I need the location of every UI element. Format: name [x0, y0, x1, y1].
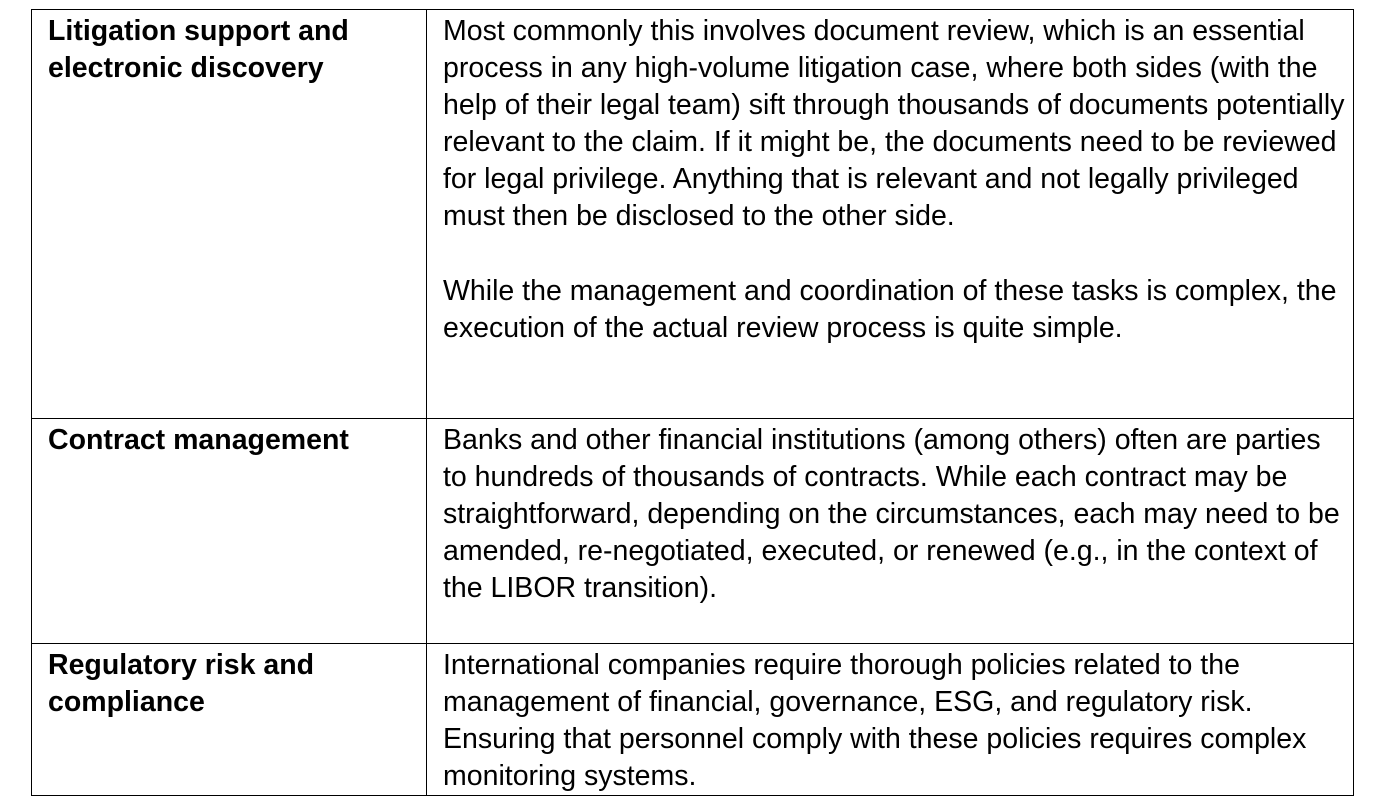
use-case-table	[31, 9, 1354, 796]
row-description-cell	[427, 10, 1354, 419]
row-description-paragraph: Banks and other financial institutions (among others) often are parties to hundreds of thousands of contracts. While each contract may be straightforward, depending on the circumstances, each may need to be amended, re-negotiated, executed, or renewed (e.g., in the context of the LIBOR transition).	[443, 424, 1340, 604]
row-label-cell	[32, 419, 427, 644]
row-label: Regulatory risk and compliance	[48, 649, 315, 718]
table-row	[32, 644, 1354, 796]
row-description-cell	[427, 644, 1354, 796]
row-label: Litigation support and electronic discovery	[48, 15, 349, 84]
row-description-paragraph: Most commonly this involves document review, which is an essential process in any high-volume litigation case, where both sides (with the help of their legal team) sift through thousands of documents potentially relevant to the claim. If it might be, the documents need to be reviewed for legal privilege. Anything that is relevant and not legally privileged must then be disclosed to the other side.	[443, 15, 1345, 232]
row-description-paragraph: While the management and coordination of these tasks is complex, the execution of the actual review process is quite simple.	[443, 275, 1337, 344]
table-row	[32, 419, 1354, 644]
row-description-paragraph: International companies require thorough policies related to the management of financial, governance, ESG, and regulatory risk. Ensuring that personnel comply with these policies requires complex monitoring systems.	[443, 649, 1307, 792]
table-row	[32, 10, 1354, 419]
row-label: Contract management	[48, 424, 349, 456]
row-label-cell	[32, 644, 427, 796]
row-description-cell	[427, 419, 1354, 644]
row-label-cell	[32, 10, 427, 419]
